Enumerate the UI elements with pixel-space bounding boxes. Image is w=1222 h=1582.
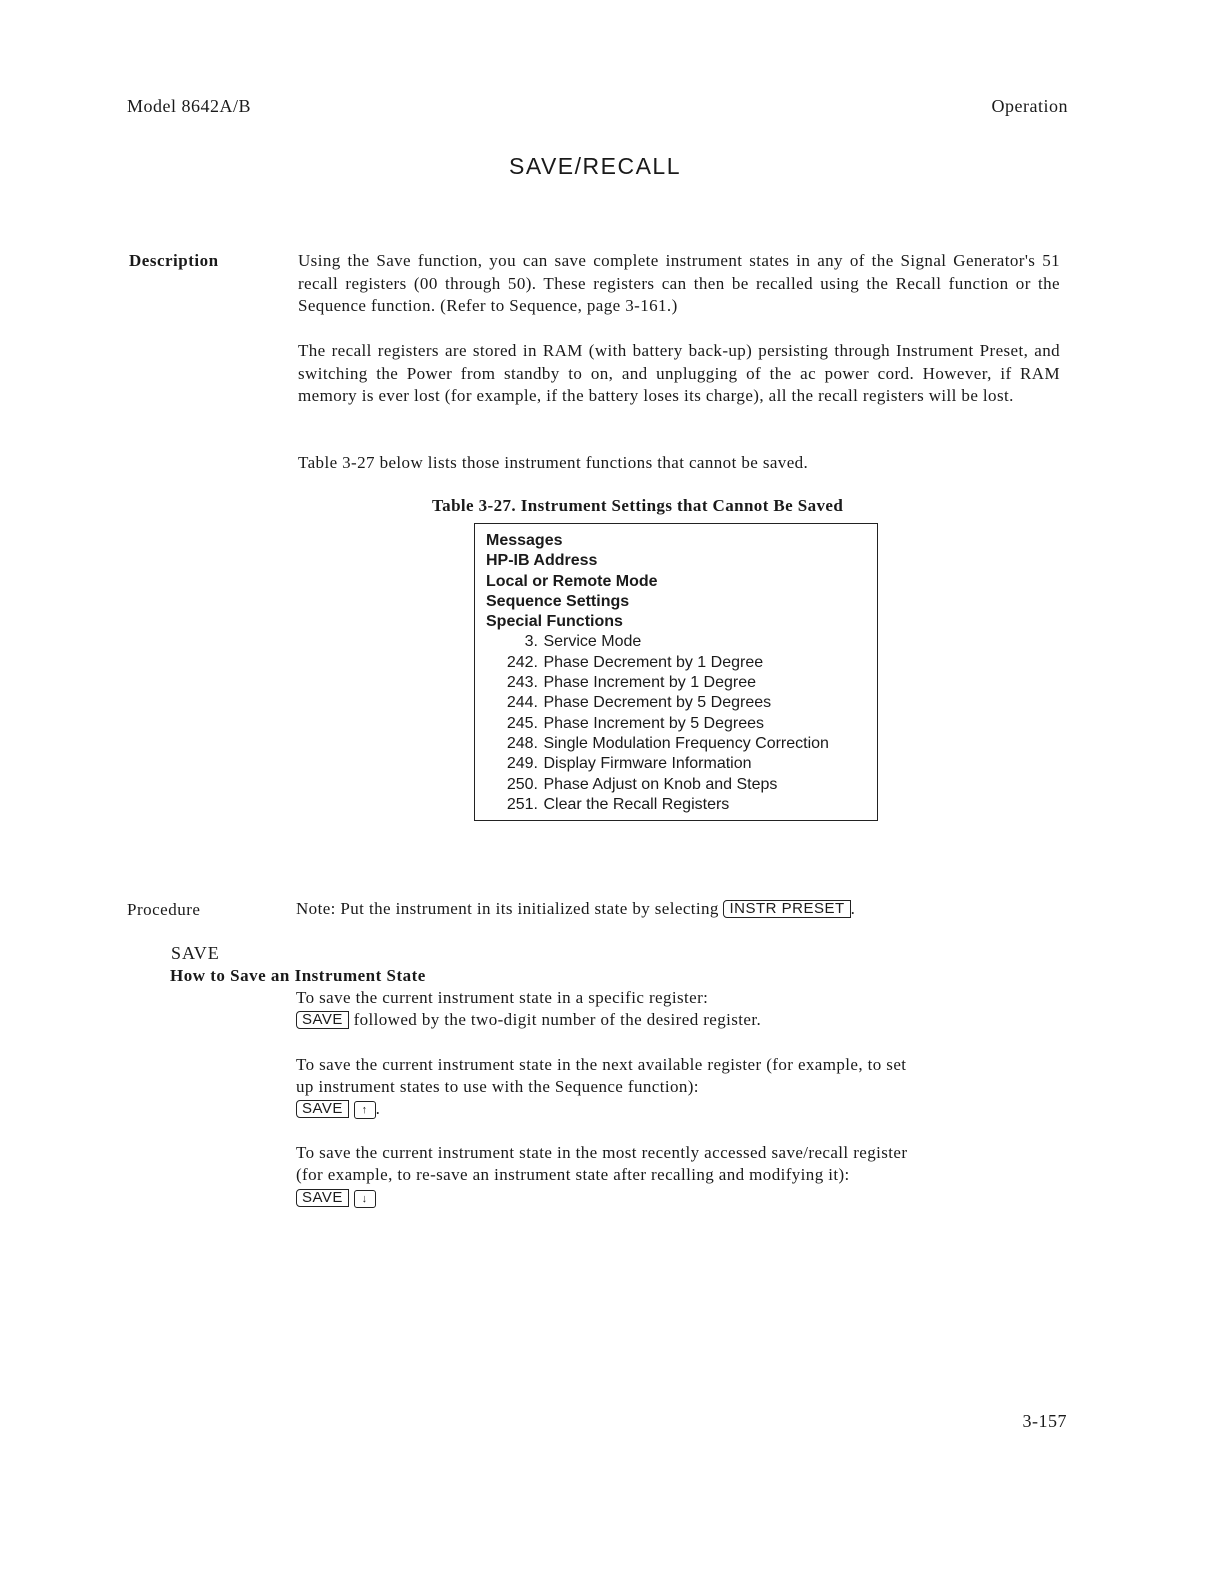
step3-keys	[296, 1188, 376, 1208]
function-number: 243.	[506, 674, 538, 692]
function-text: Clear the Recall Registers	[543, 795, 730, 813]
save-key-icon: SAVE	[296, 1189, 349, 1207]
description-para-3: Table 3-27 below lists those instrument functions that cannot be saved.	[298, 453, 809, 472]
function-text: Service Mode	[543, 633, 642, 651]
step1-keys	[296, 1010, 761, 1030]
table-heading-sequence: Sequence Settings	[486, 592, 630, 610]
function-text: Phase Decrement by 1 Degree	[543, 653, 764, 671]
table-heading-local-remote: Local or Remote Mode	[486, 572, 658, 590]
step3-line2: (for example, to re-save an instrument state after recalling and modifying it):	[296, 1165, 850, 1184]
function-text: Single Modulation Frequency Correction	[543, 734, 829, 752]
function-number: 245.	[506, 714, 538, 732]
table-heading-messages: Messages	[486, 532, 563, 549]
table-row	[486, 714, 877, 734]
save-key-icon: SAVE	[296, 1011, 349, 1029]
table-row	[486, 693, 877, 713]
function-number: 250.	[506, 775, 538, 793]
header-model: Model 8642A/B	[127, 96, 252, 116]
header-section: Operation	[991, 96, 1068, 116]
step2-line2: up instrument states to use with the Sequence function):	[296, 1077, 699, 1096]
table-row	[486, 754, 877, 774]
step1-text: To save the current instrument state in a specific register:	[296, 988, 709, 1007]
table-row	[486, 775, 877, 795]
table-heading-special-functions: Special Functions	[486, 613, 623, 631]
function-number: 244.	[506, 694, 538, 712]
note-text: Note: Put the instrument in its initialized state by selecting	[296, 899, 719, 918]
function-number: 249.	[506, 755, 538, 773]
down-arrow-key-icon: ↓	[354, 1190, 376, 1208]
page-number: 3-157	[1022, 1411, 1067, 1431]
table-heading-hpib: HP-IB Address	[486, 552, 598, 570]
save-heading: SAVE	[171, 943, 220, 963]
table-caption: Table 3-27. Instrument Settings that Cannot Be Saved	[432, 496, 844, 515]
procedure-note	[296, 899, 855, 919]
function-text: Phase Increment by 5 Degrees	[543, 714, 765, 732]
save-key-icon: SAVE	[296, 1100, 349, 1118]
step2-suffix: .	[375, 1099, 381, 1118]
settings-table	[474, 523, 878, 821]
note-suffix: .	[850, 899, 856, 918]
table-row	[486, 673, 877, 693]
table-row	[486, 795, 877, 815]
step2-keys	[296, 1099, 380, 1119]
up-arrow-key-icon: ↑	[354, 1101, 376, 1119]
description-para-1: Using the Save function, you can save complete instrument states in any of the Signal Generator's 51 recall registers (00 through 50). These registers can then be recalled using the Recall function or the Sequence function. (Refer to Sequence, page 3-161.)	[298, 251, 1060, 315]
function-number: 3.	[524, 633, 538, 651]
function-text: Display Firmware Information	[543, 755, 752, 773]
description-label: Description	[129, 251, 219, 270]
function-number: 251.	[506, 795, 538, 813]
function-number: 248.	[506, 734, 538, 752]
function-text: Phase Decrement by 5 Degrees	[543, 694, 772, 712]
step1-suffix: followed by the two-digit number of the desired register.	[353, 1010, 762, 1029]
step2-line1: To save the current instrument state in the next available register (for example, to set	[296, 1055, 907, 1074]
table-row	[486, 734, 877, 754]
step3-line1: To save the current instrument state in the most recently accessed save/recall register	[296, 1143, 908, 1162]
table-row	[486, 632, 877, 652]
function-text: Phase Increment by 1 Degree	[543, 674, 757, 692]
save-subheading: How to Save an Instrument State	[170, 966, 426, 985]
table-row	[486, 653, 877, 673]
description-para-2: The recall registers are stored in RAM (with battery back-up) persisting through Instrument Preset, and switching the Power from standby to on, and unplugging of the ac power cord. However, if RAM memory is ever lost (for example, if the battery loses its charge), all the recall registers will be lost.	[298, 341, 1060, 405]
function-text: Phase Adjust on Knob and Steps	[543, 775, 778, 793]
instr-preset-key-icon: INSTR PRESET	[723, 900, 850, 918]
procedure-label: Procedure	[127, 900, 201, 919]
page-title: SAVE/RECALL	[508, 153, 682, 179]
function-number: 242.	[506, 653, 538, 671]
